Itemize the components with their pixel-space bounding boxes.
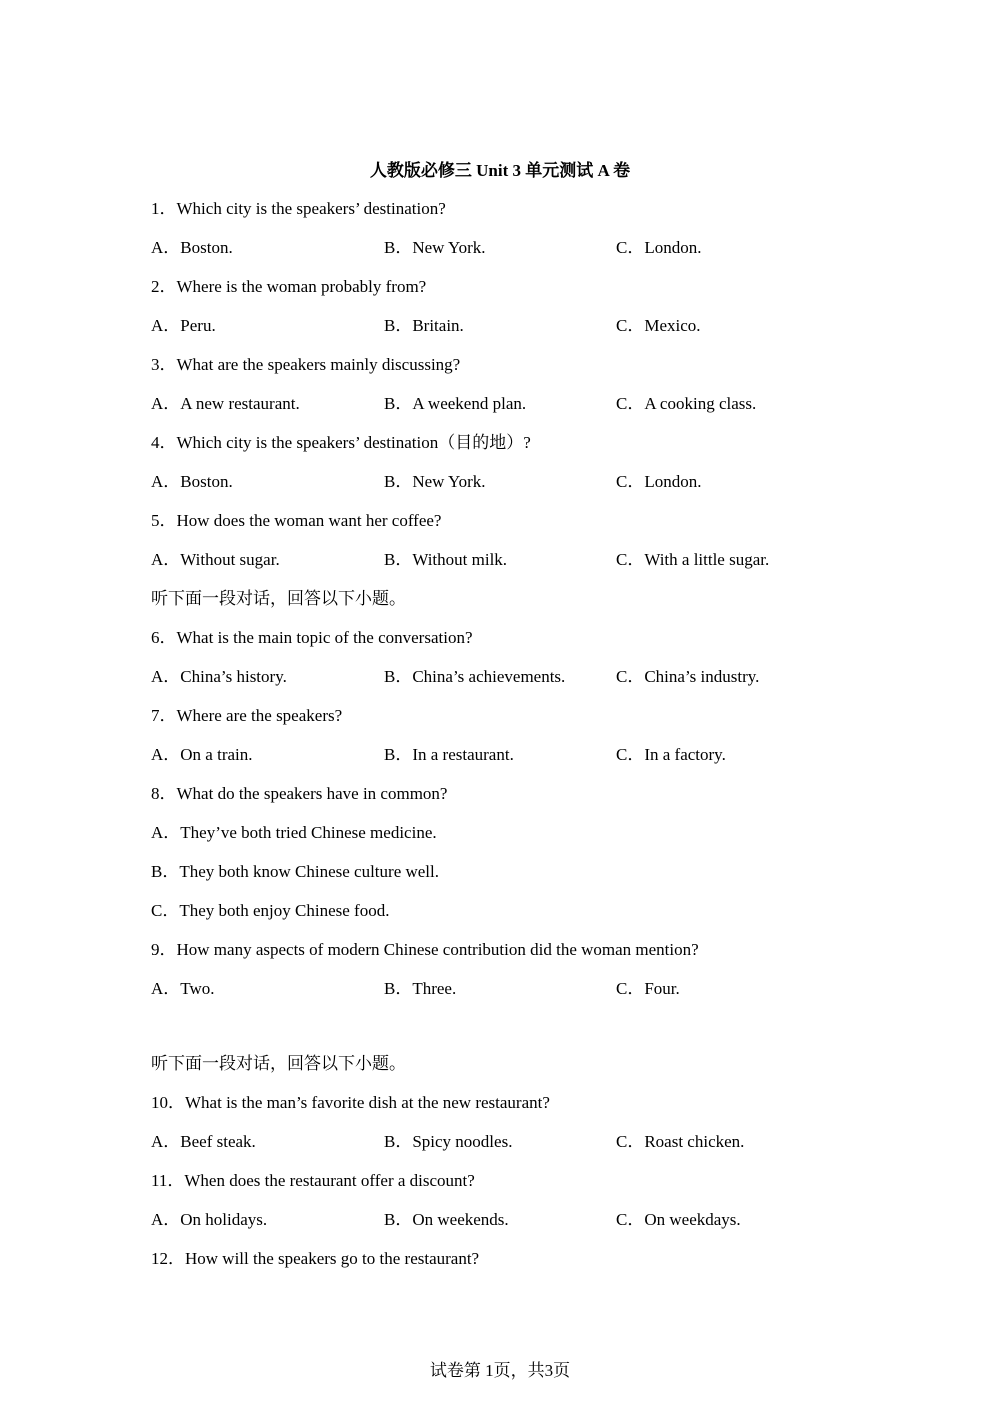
option-c: C．With a little sugar. — [616, 550, 770, 569]
question-text: 1．Which city is the speakers’ destination? — [151, 199, 446, 218]
option-a: A．Without sugar. — [151, 550, 280, 569]
question-text: 10．What is the man’s favorite dish at the new restaurant? — [151, 1093, 550, 1112]
option-a: A．Boston. — [151, 238, 233, 257]
section-instruction: 听下面一段对话，回答以下小题。 — [151, 1054, 406, 1073]
option-c: C．In a factory. — [616, 745, 726, 764]
option-a: A．Beef steak. — [151, 1132, 256, 1151]
option-b: B．Britain. — [384, 316, 464, 335]
option-c: C．China’s industry. — [616, 667, 760, 686]
section-instruction: 听下面一段对话，回答以下小题。 — [151, 589, 406, 608]
option-c: C．London. — [616, 472, 702, 491]
question-text: 4．Which city is the speakers’ destination（目的地）? — [151, 433, 531, 452]
page-footer: 试卷第 1页，共3页 — [429, 1361, 571, 1380]
question-text: 8．What do the speakers have in common? — [151, 784, 448, 803]
option-b: B．New York. — [384, 472, 486, 491]
question-text: 12．How will the speakers go to the restaurant? — [151, 1249, 480, 1268]
option-a: A．They’ve both tried Chinese medicine. — [151, 823, 437, 842]
question-text: 7．Where are the speakers? — [151, 706, 343, 725]
option-b: B．Without milk. — [384, 550, 508, 569]
option-a: A．Peru. — [151, 316, 216, 335]
option-c: C．Roast chicken. — [616, 1132, 745, 1151]
question-text: 9．How many aspects of modern Chinese contribution did the woman mention? — [151, 940, 699, 959]
question-text: 2．Where is the woman probably from? — [151, 277, 427, 296]
option-a: A．On holidays. — [151, 1210, 268, 1229]
option-b: B．New York. — [384, 238, 486, 257]
option-b: B．A weekend plan. — [384, 394, 527, 413]
option-b: B．China’s achievements. — [384, 667, 566, 686]
option-c: C．On weekdays. — [616, 1210, 741, 1229]
option-b: B．In a restaurant. — [384, 745, 514, 764]
option-c: C．Four. — [616, 979, 680, 998]
question-text: 6．What is the main topic of the conversation? — [151, 628, 473, 647]
option-b: B．On weekends. — [384, 1210, 509, 1229]
option-c: C．They both enjoy Chinese food. — [151, 901, 390, 920]
option-a: A．Boston. — [151, 472, 233, 491]
option-a: A．On a train. — [151, 745, 253, 764]
question-text: 3．What are the speakers mainly discussing? — [151, 355, 461, 374]
option-c: C．Mexico. — [616, 316, 701, 335]
option-b: B．They both know Chinese culture well. — [151, 862, 440, 881]
option-b: B．Three. — [384, 979, 457, 998]
option-a: A．China’s history. — [151, 667, 287, 686]
option-c: C．London. — [616, 238, 702, 257]
option-c: C．A cooking class. — [616, 394, 757, 413]
option-a: A．Two. — [151, 979, 215, 998]
question-text: 11．When does the restaurant offer a discount? — [151, 1171, 475, 1190]
question-text: 5．How does the woman want her coffee? — [151, 511, 442, 530]
page-title: 人教版必修三 Unit 3 单元测试 A 卷 — [369, 161, 631, 180]
option-b: B．Spicy noodles. — [384, 1132, 513, 1151]
option-a: A．A new restaurant. — [151, 394, 300, 413]
